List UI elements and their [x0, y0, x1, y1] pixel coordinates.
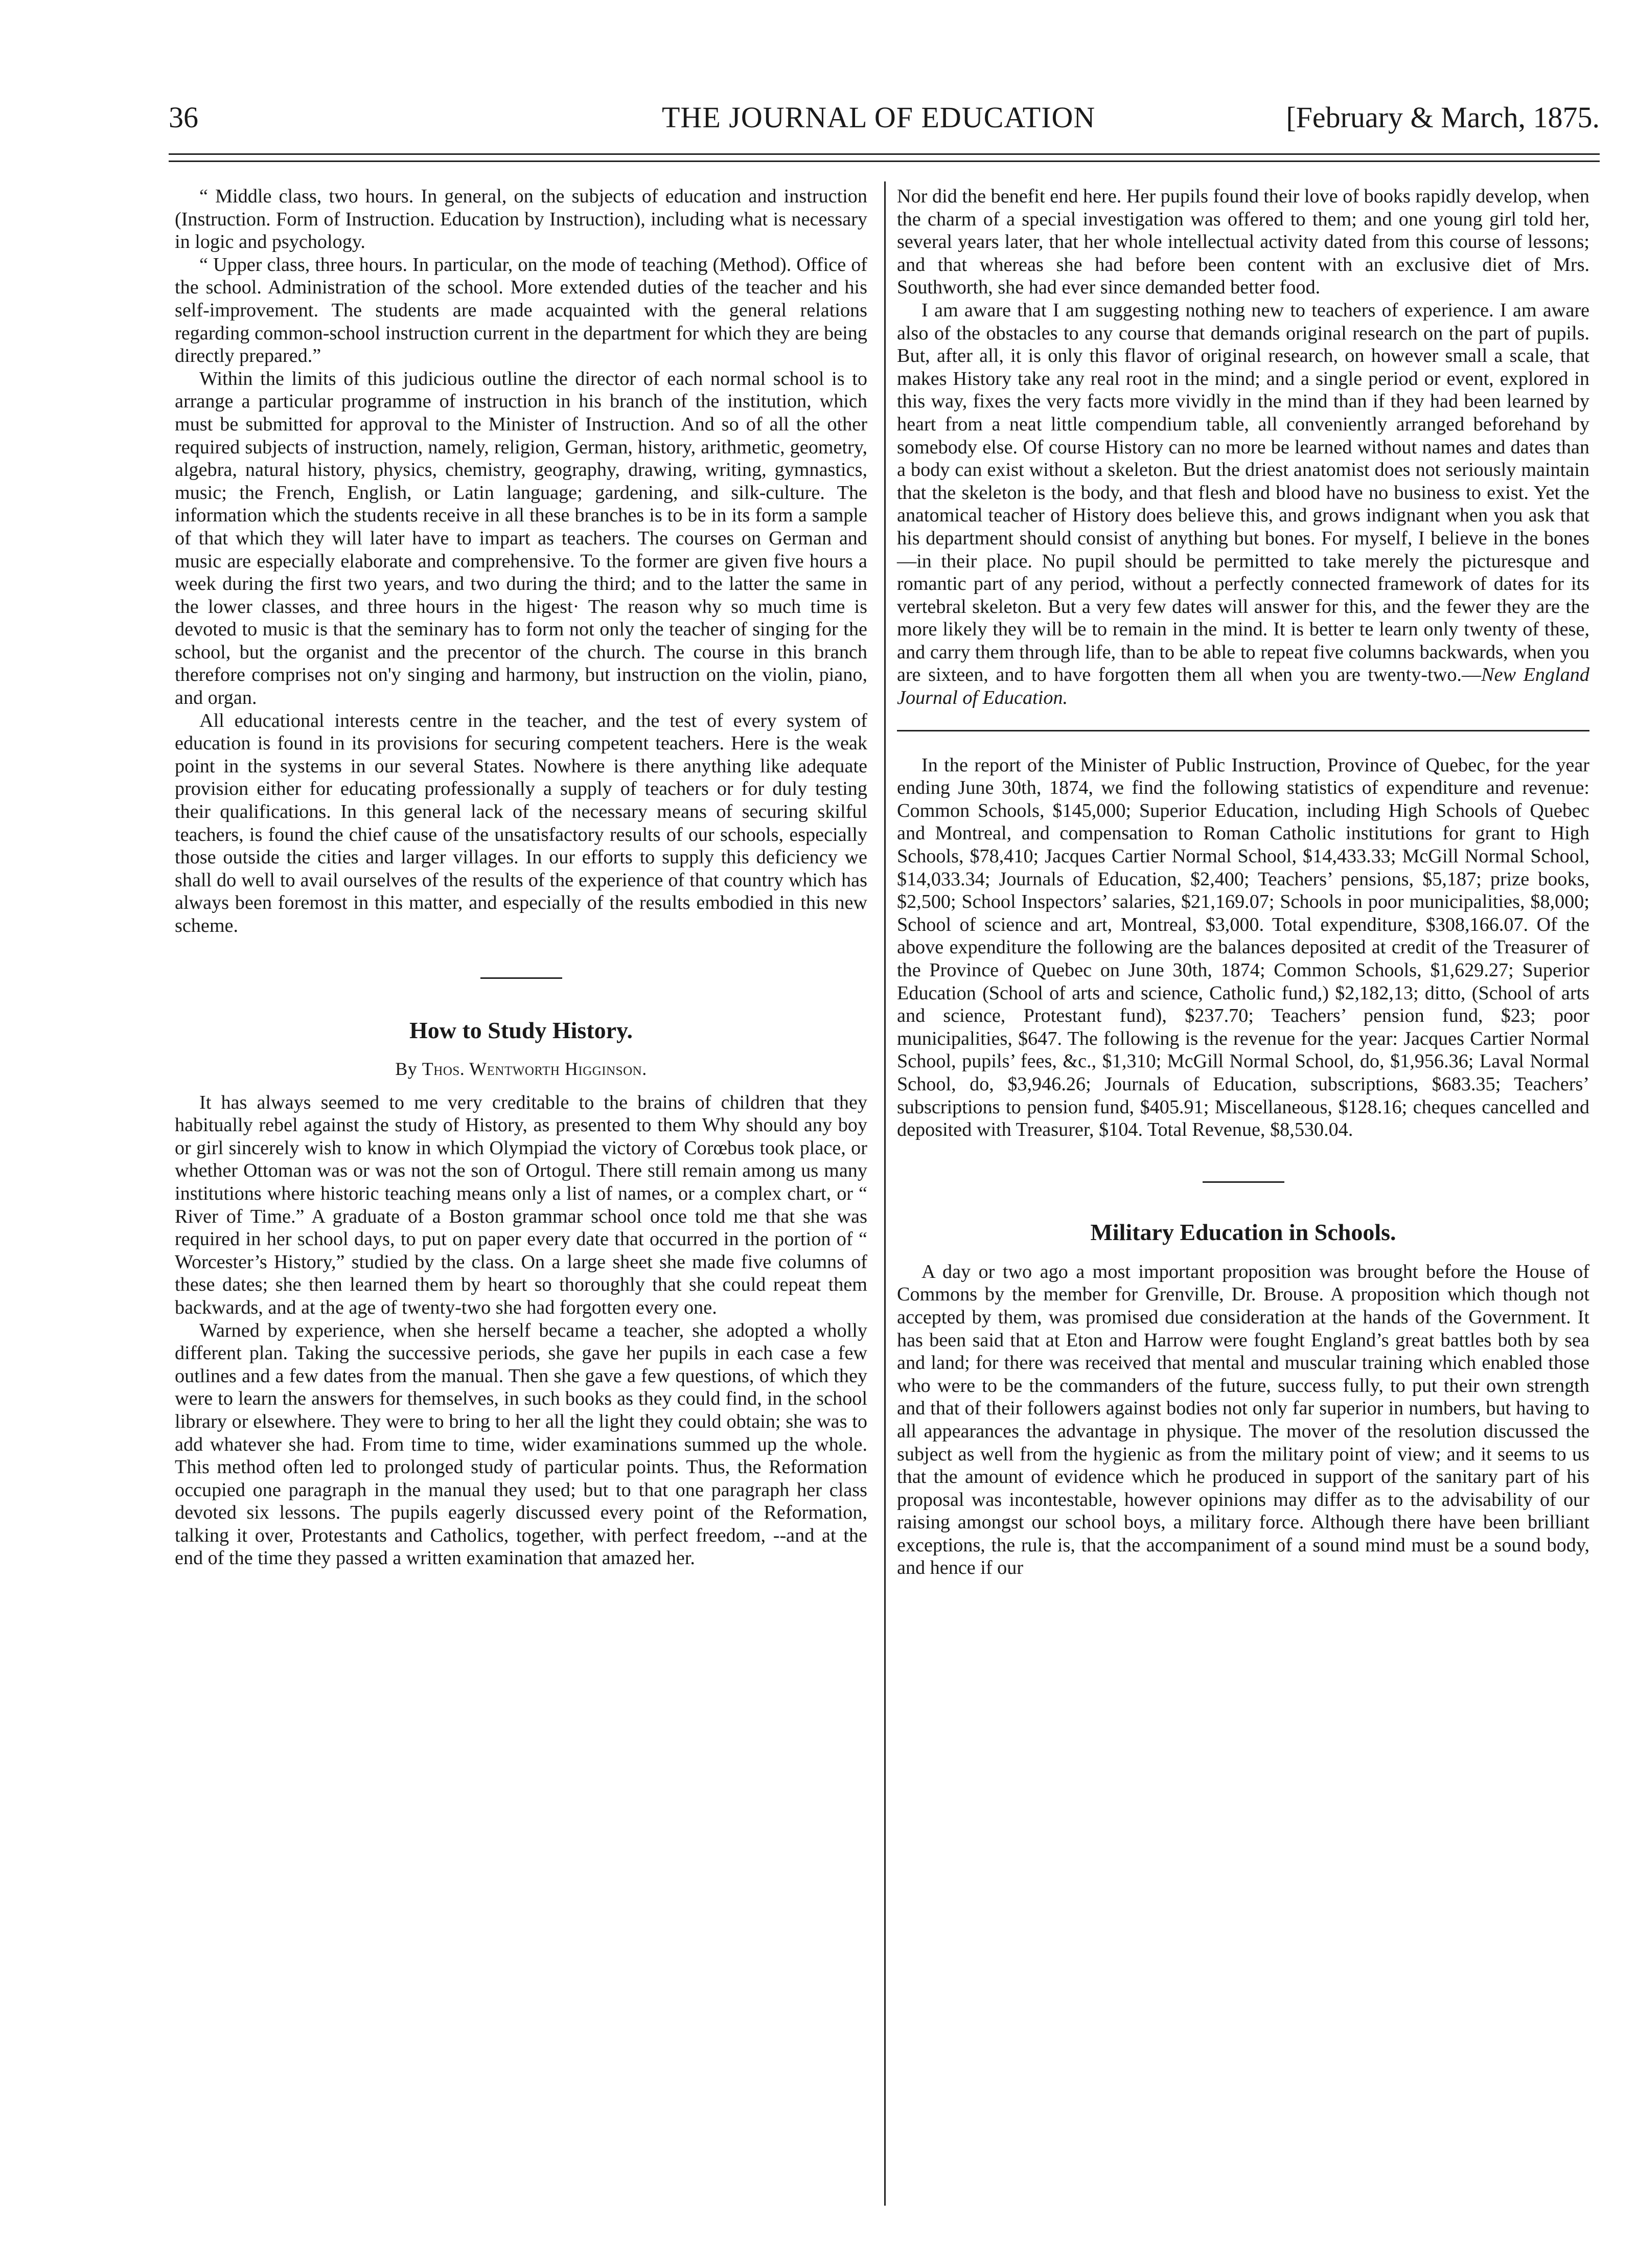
- paragraph: [897, 299, 1589, 709]
- column-divider: [884, 181, 886, 2206]
- paragraph-text: I am aware that I am suggesting nothing new to teachers of experience. I am aware also of the obstacles to any course that demands original research on the part of pupils. But, after all, it is only this flavor of original research, on however small a scale, that makes History take any real root in the mind; and a single period or event, explored in this way, fixes the very facts more vividly in the mind than if they had been learned by heart from a neat little compendium table, all conveniently arranged beforehand by somebody else. Of course History can no more be learned without names and dates than a body can exist without a skeleton. But the driest anatomist does not seriously maintain that the skeleton is the body, and that flesh and blood have no business to exist. Yet the anatomical teacher of History does believe this, and grows indignant when you ask that his department should consist of anything but bones. For myself, I believe in the bones—in their place. No pupil should be permitted to take merely the picturesque and romantic part of any period, without a perfectly connected framework of dates for its vertebral skeleton. But a very few dates will answer for this, and the fewer they are the more likely they will be to remain in the mind. It is better te learn only twenty of these, and carry them through life, than to be able to repeat five columns backwards, when you are sixteen, and to have forgotten them all when you are twenty-two.—: [897, 299, 1589, 686]
- page-header: [169, 100, 1600, 141]
- paragraph: Within the limits of this judicious outline the director of each normal school is to arrange a particular programme of instruction in his branch of the institution, which must be submitted for approval to the Minister of Instruction. And so of all the other required subjects of instruction, namely, religion, German, history, arithmetic, geometry, algebra, natural history, physics, chemistry, geography, drawing, writing, gymnastics, music; the French, English, or Latin language; gardening, and silk-culture. The information which the students receive in all these branches is to be in its form a sample of that which they will later have to impart as teachers. The courses on German and music are especially elaborate and comprehensive. To the former are given five hours a week during the first two years, and two during the third; and to the latter the same in the lower classes, and three hours in the higest· The reason why so much time is devoted to music is that the seminary has to form not only the teacher of singing for the school, but the organist and the precentor of the church. The course in this branch therefore comprises not on'y singing and harmony, but instruction on the violin, piano, and organ.: [175, 368, 867, 709]
- paragraph: In the report of the Minister of Public Instruction, Province of Quebec, for the year ending June 30th, 1874, we find the following statistics of expenditure and revenue: Common Schools, $145,000; Superior Education, including High Schools of Quebec and Montreal, and compensation to Roman Catholic institutions for grant to High Schools, $78,410; Jacques Cartier Normal School, $14,433.33; McGill Normal School, $14,033.34; Journals of Education, $2,400; Teachers’ pensions, $5,187; prize books, $2,500; School Inspectors’ salaries, $21,169.07; Schools in poor municipalities, $8,000; School of science and art, Montreal, $3,000. Total expenditure, $308,166.07. Of the above expenditure the following are the balances deposited at credit of the Treasurer of the Province of Quebec on June 30th, 1874; Common Schools, $1,629.27; Superior Education (School of arts and science, Catholic fund,) $2,182,13; ditto, (School of arts and science, Protestant fund), $237.70; Teachers’ pension fund, $23; poor municipalities, $647. The following is the revenue for the year: Jacques Cartier Normal School, pupils’ fees, &c., $1,310; McGill Normal School, do, $1,956.36; Laval Normal School, do, $3,946.26; Journals of Education, subscriptions, $683.35; Teachers’ subscriptions to pension fund, $405.91; Miscellaneous, $128.16; cheques cancelled and deposited with Treasurer, $104. Total Revenue, $8,530.04.: [897, 754, 1589, 1141]
- paragraph: “ Middle class, two hours. In general, on the subjects of education and instruction (Instruction. Form of Instruction. Education by Instruction), including what is necessary in logic and psychology.: [175, 186, 867, 253]
- paragraph: All educational interests centre in the teacher, and the test of every system of education is found in its provisions for securing competent teachers. Here is the weak point in the systems in our several States. Nowhere is there anything like adequate provision either for educating professionally a supply of teachers or for duly testing their qualifications. In this general lack of the necessary means of securing skilful teachers, is found the chief cause of the unsatisfactory results of our schools, especially those outside the cities and larger villages. In our efforts to supply this deficiency we shall do well to avail ourselves of the results of the experience of that country which has always been foremost in this matter, and especially of the results embodied in this new scheme.: [175, 709, 867, 936]
- paragraph: Warned by experience, when she herself became a teacher, she adopted a wholly different plan. Taking the successive periods, she gave her pupils in each case a few outlines and a few dates from the manual. Then she gave a few questions, of which they were to learn the answers for themselves, in such books as they could find, in the school library or elsewhere. They were to bring to her all the light they could obtain; she was to add whatever she had. From time to time, wider examinations summed up the whole. This method often led to prolonged study of particular points. Thus, the Reformation occupied one paragraph in the manual they used; but to that one paragraph her class devoted six lessons. The pupils eagerly discussed every point of the Reformation, talking it over, Protestants and Catholics, together, with perfect freedom, --and at the end of the time they passed a written examination that amazed her.: [175, 1319, 867, 1569]
- paragraph: A day or two ago a most important proposition was brought before the House of Commons by the member for Grenville, Dr. Brouse. A proposition which though not accepted by them, was promised due consideration at the hands of the Government. It has been said that at Eton and Harrow were fought England’s great battles both by sea and land; for there was received that mental and muscular training which enabled those who were to be the commanders of the future, success fully, to put their own strength and that of their followers against bodies not only far superior in numbers, but having to all appearances the advantage in physique. The mover of the resolution discussed the subject as well from the hygienic as from the military point of view; and it seems to us that the amount of evidence which he produced in support of the sanitary part of his proposal was incontestable, however opinions may differ as to the advisability of our raising amongst our school boys, a military force. Although there have been brilliant exceptions, the rule is, that the accompaniment of a sound mind must be a sound body, and hence if our: [897, 1261, 1589, 1579]
- article-title: Military Education in Schools.: [1090, 1219, 1396, 1245]
- byline-prefix: By: [395, 1058, 418, 1079]
- article-source: New England Journal of Education.: [897, 664, 1589, 709]
- page-number: 36: [169, 101, 198, 134]
- paragraph: Nor did the benefit end here. Her pupils found their love of books rapidly develop, when the charm of a special investigation was offered to them; and one young girl told her, several years later, that her whole intellectual activity dated from this course of lessons; and that whereas she had before been content with an exclusive diet of Mrs. Southworth, she had ever since demanded better food.: [897, 186, 1589, 299]
- left-column: [175, 185, 867, 1570]
- paragraph: It has always seemed to me very creditable to the brains of children that they habitually rebel against the study of History, as presented to them Why should any boy or girl sincerely wish to know in which Olympiad the victory of Corœbus took place, or whether Ottoman was or was not the son of Ortogul. There still remain among us many institutions where historic teaching means only a list of names, or a complex chart, or “ River of Time.” A graduate of a Boston grammar school once told me that she was required in her school days, to put on paper every date that occurred in the portion of “ Worcester’s History,” studied by the class. On a large sheet she made five columns of these dates; she then learned them by heart so thoroughly that she could repeat them backwards, and at the age of twenty-two she had forgotten every one.: [175, 1091, 867, 1318]
- header-rule-top: [169, 153, 1600, 155]
- issue-date: [February & March, 1875.: [1286, 101, 1600, 134]
- header-rule-bottom: [169, 161, 1600, 162]
- right-column: [897, 185, 1589, 1579]
- article-title: How to Study History.: [409, 1017, 633, 1043]
- article-byline: [175, 1058, 867, 1080]
- byline-author: Thos. Wentworth Higginson.: [422, 1058, 647, 1079]
- journal-title: THE JOURNAL OF EDUCATION: [662, 101, 1096, 134]
- paragraph: “ Upper class, three hours. In particular, on the mode of teaching (Method). Office of the school. Administration of the school. More extended duties of the teacher and his self-improvement. The students are made acquainted with the general relations regarding common-school instruction current in the department for which they are being directly prepared.”: [175, 254, 867, 367]
